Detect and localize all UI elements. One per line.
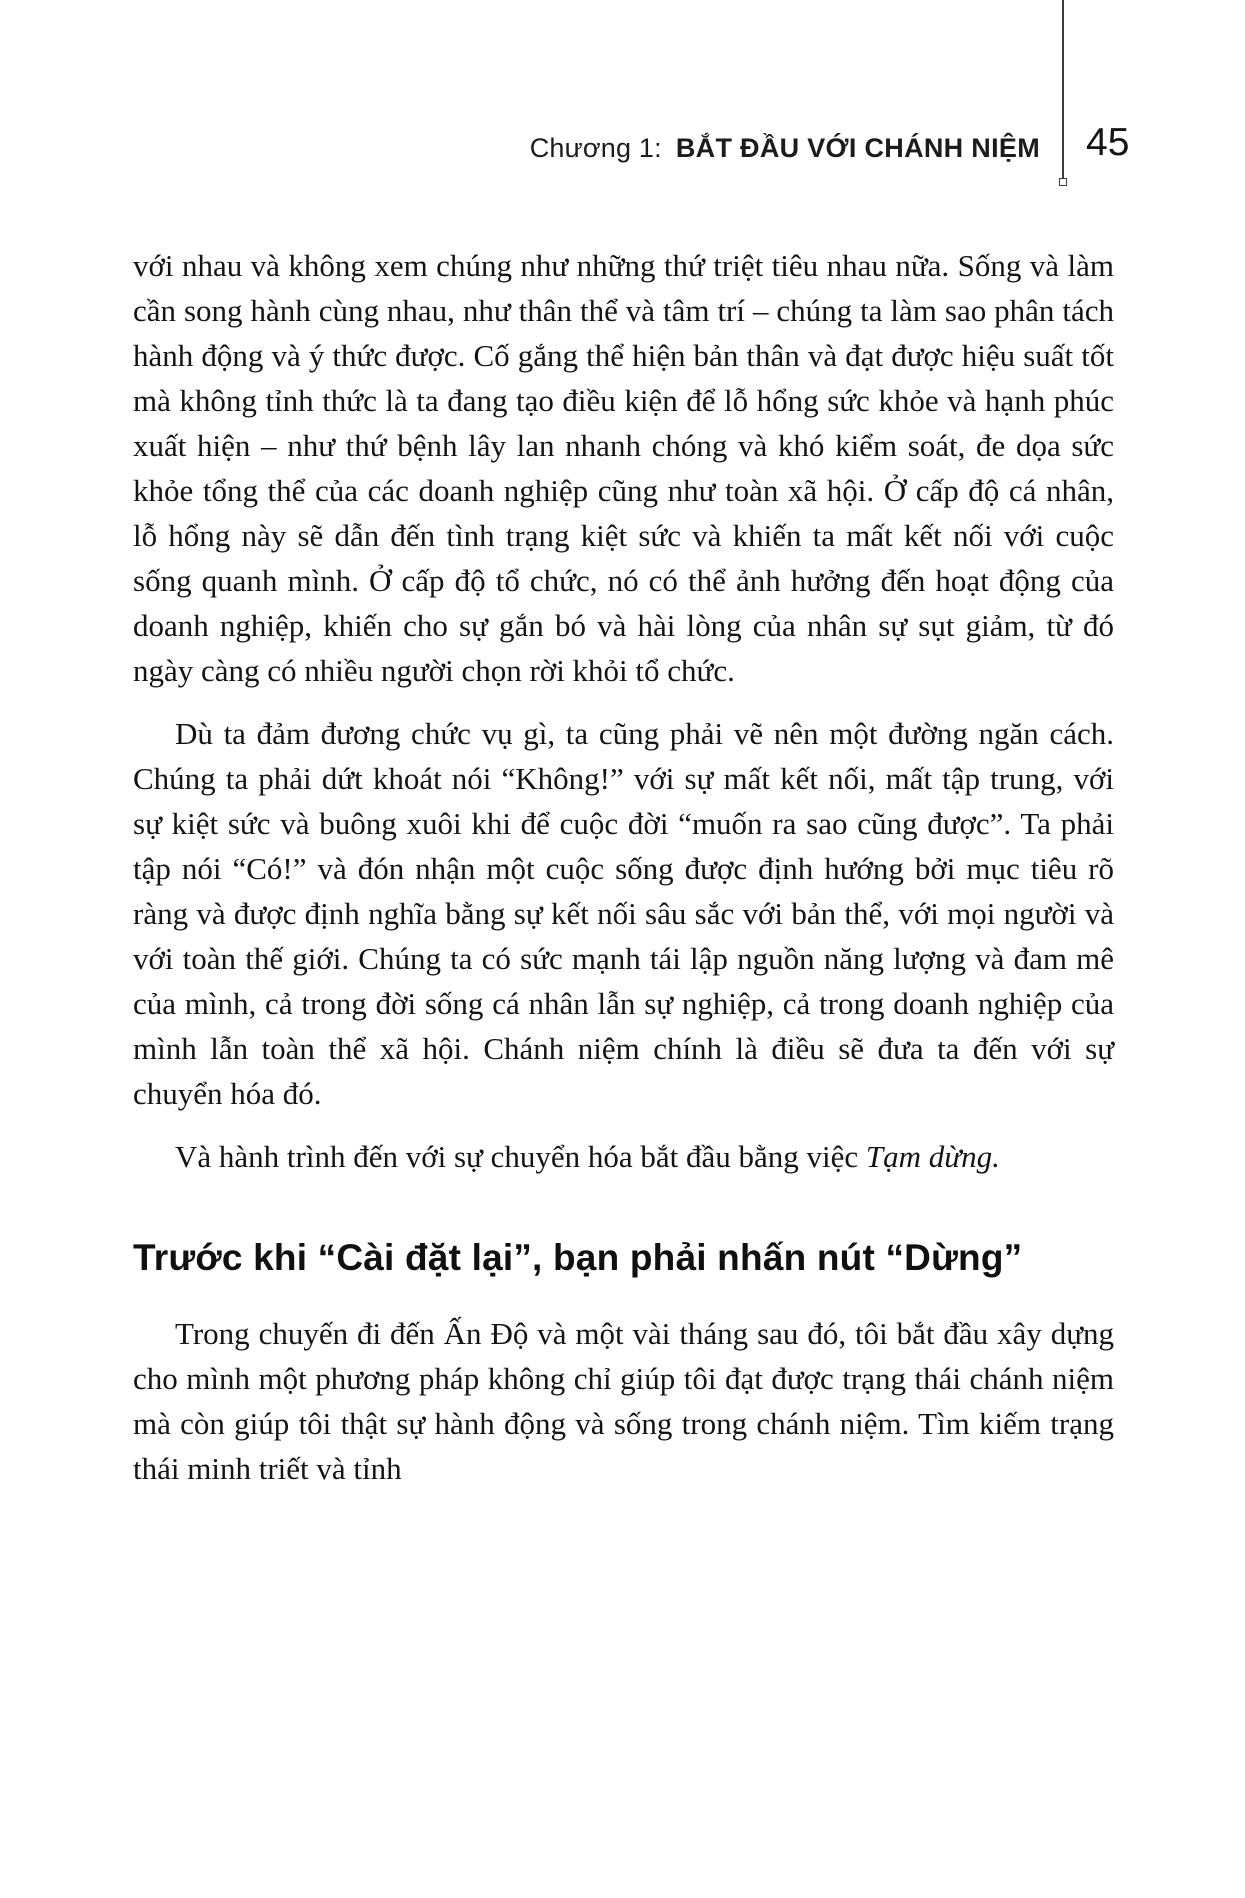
- paragraph-continuation: với nhau và không xem chúng như những thứ triệt tiêu nhau nữa. Sống và làm cần song hành cùng nhau, như thân thể và tâm trí – chúng ta làm sao phân tách hành động và ý thức được. Cố gắng thể hiện bản thân và đạt được hiệu suất tốt mà không tỉnh thức là ta đang tạo điều kiện để lỗ hổng sức khỏe và hạnh phúc xuất hiện – như thứ bệnh lây lan nhanh chóng và khó kiểm soát, đe dọa sức khỏe tổng thể của các doanh nghiệp cũng như toàn xã hội. Ở cấp độ cá nhân, lỗ hổng này sẽ dẫn đến tình trạng kiệt sức và khiến ta mất kết nối với cuộc sống quanh mình. Ở cấp độ tổ chức, nó có thể ảnh hưởng đến hoạt động của doanh nghiệp, khiến cho sự gắn bó và hài lòng của nhân sự sụt giảm, từ đó ngày càng có nhiều người chọn rời khỏi tổ chức.: [133, 248, 1114, 688]
- paragraph-with-italic: [133, 1134, 1114, 1179]
- chapter-title: BẮT ĐẦU VỚI CHÁNH NIỆM: [675, 133, 1040, 163]
- header-rule: [1062, 0, 1064, 178]
- paragraph-text: Và hành trình đến với sự chuyển hóa bắt đầu bằng việc: [175, 1139, 866, 1174]
- running-head: [0, 133, 1040, 164]
- page-number: 45: [1086, 121, 1130, 164]
- header-rule-end-square: [1059, 178, 1067, 186]
- section-heading: Trước khi “Cài đặt lại”, bạn phải nhấn nút “Dừng”: [133, 1237, 1023, 1278]
- paragraph: Trong chuyến đi đến Ấn Độ và một vài tháng sau đó, tôi bắt đầu xây dựng cho mình một phương pháp không chỉ giúp tôi đạt được trạng thái chánh niệm mà còn giúp tôi thật sự hành động và sống trong chánh niệm. Tìm kiếm trạng thái minh triết và tỉnh: [133, 1316, 1114, 1487]
- paragraph: Dù ta đảm đương chức vụ gì, ta cũng phải vẽ nên một đường ngăn cách. Chúng ta phải dứt khoát nói “Không!” với sự mất kết nối, mất tập trung, với sự kiệt sức và buông xuôi khi để cuộc đời “muốn ra sao cũng được”. Ta phải tập nói “Có!” và đón nhận một cuộc sống được định hướng bởi mục tiêu rõ ràng và được định nghĩa bằng sự kết nối sâu sắc với bản thể, với mọi người và với toàn thế giới. Chúng ta có sức mạnh tái lập nguồn năng lượng và đam mê của mình, cả trong đời sống cá nhân lẫn sự nghiệp, cả trong doanh nghiệp của mình lẫn toàn thể xã hội. Chánh niệm chính là điều sẽ đưa ta đến với sự chuyển hóa đó.: [133, 716, 1114, 1111]
- paragraph-italic-text: Tạm dừng.: [865, 1139, 1000, 1174]
- text-block: [133, 243, 1114, 1509]
- chapter-label: Chương 1:: [529, 133, 662, 163]
